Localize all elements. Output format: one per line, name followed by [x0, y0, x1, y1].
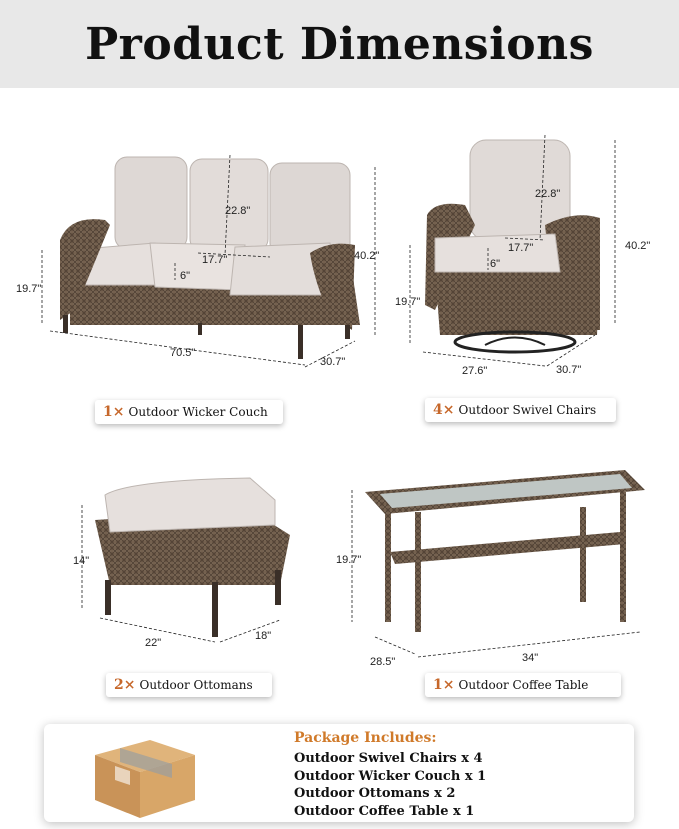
package-item: Outdoor Coffee Table x 1 — [294, 803, 475, 819]
chair-seat-height: 19.7" — [395, 296, 421, 308]
ottoman-depth: 18" — [255, 630, 272, 642]
table-depth: 28.5" — [370, 656, 396, 668]
couch-label: 1× Outdoor Wicker Couch — [95, 400, 283, 424]
ottoman-image — [70, 470, 310, 650]
coffee-table-image — [340, 462, 660, 667]
couch-back-height: 22.8" — [225, 205, 251, 217]
ottoman-width: 22" — [145, 637, 162, 649]
couch-cushion: 6" — [180, 270, 191, 282]
ottoman-height: 14" — [73, 555, 90, 567]
table-height: 19.7" — [336, 554, 362, 566]
chair-seat-depth: 17.7" — [508, 242, 534, 254]
swivel-chair-image — [405, 130, 645, 380]
package-includes-panel — [44, 724, 634, 822]
box-icon — [90, 730, 200, 820]
couch-seat-height: 19.7" — [16, 283, 42, 295]
couch-length: 70.5" — [170, 347, 196, 359]
chair-width: 27.6" — [462, 365, 488, 377]
table-length: 34" — [522, 652, 539, 664]
package-title: Package Includes: — [294, 730, 437, 746]
ottoman-label: 2× Outdoor Ottomans — [106, 673, 272, 697]
title-banner — [0, 0, 679, 88]
table-label: 1× Outdoor Coffee Table — [425, 673, 621, 697]
chair-label: 4× Outdoor Swivel Chairs — [425, 398, 616, 422]
couch-height: 40.2" — [354, 250, 380, 262]
page-title: Product Dimensions — [85, 18, 594, 70]
package-list — [294, 750, 486, 820]
package-item: Outdoor Ottomans x 2 — [294, 786, 456, 801]
package-item: Outdoor Swivel Chairs x 4 — [294, 751, 483, 766]
couch-depth: 30.7" — [320, 356, 346, 368]
chair-depth: 30.7" — [556, 364, 582, 376]
package-item: Outdoor Wicker Couch x 1 — [294, 768, 487, 784]
couch-seat-depth: 17.7" — [202, 254, 228, 266]
chair-back-height: 22.8" — [535, 188, 561, 200]
chair-cushion: 6" — [490, 258, 501, 270]
chair-height: 40.2" — [625, 240, 651, 252]
